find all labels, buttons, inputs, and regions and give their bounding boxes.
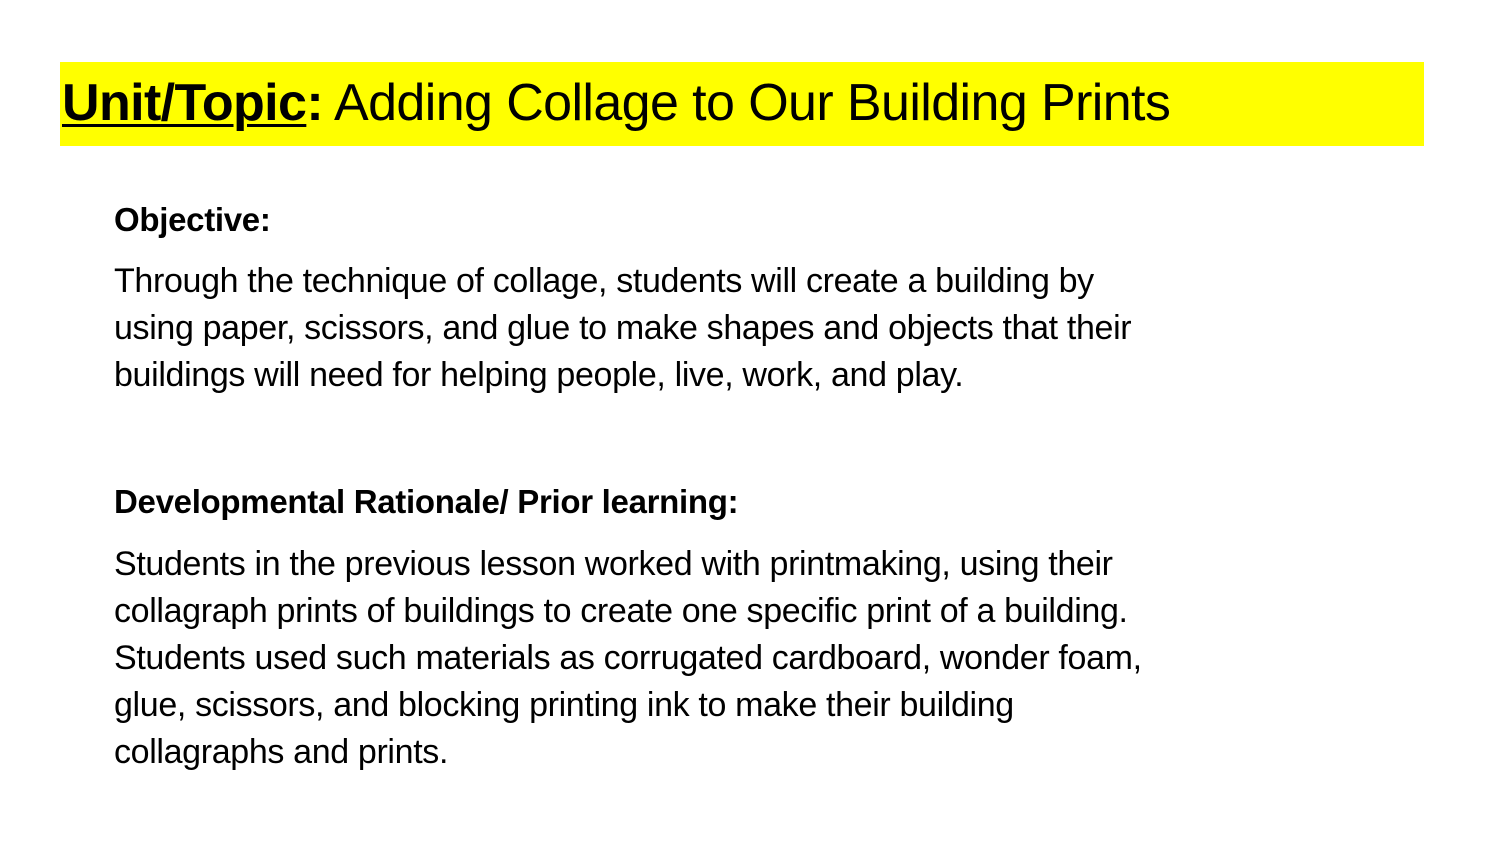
rationale-line: Students in the previous lesson worked with printmaking, using their bbox=[114, 545, 1113, 583]
slide-title bbox=[62, 71, 1170, 135]
objective-heading: Objective: bbox=[114, 201, 271, 238]
objective-paragraph bbox=[114, 258, 1404, 399]
rationale-line: glue, scissors, and blocking printing ink to make their building bbox=[114, 686, 1014, 724]
objective-line: buildings will need for helping people, live, work, and play. bbox=[114, 356, 964, 394]
objective-line: Through the technique of collage, students will create a building by bbox=[114, 262, 1094, 300]
title-highlight-bar bbox=[60, 62, 1424, 146]
title-label: Unit/Topic bbox=[62, 74, 307, 132]
title-colon: : bbox=[306, 74, 324, 132]
rationale-line: collagraphs and prints. bbox=[114, 733, 449, 771]
rationale-line: collagraph prints of buildings to create one specific print of a building. bbox=[114, 592, 1128, 630]
rationale-paragraph bbox=[114, 541, 1404, 776]
title-text: Adding Collage to Our Building Prints bbox=[323, 74, 1171, 132]
objective-line: using paper, scissors, and glue to make shapes and objects that their bbox=[114, 309, 1132, 347]
rationale-line: Students used such materials as corrugated cardboard, wonder foam, bbox=[114, 639, 1142, 677]
rationale-heading: Developmental Rationale/ Prior learning: bbox=[114, 483, 739, 520]
